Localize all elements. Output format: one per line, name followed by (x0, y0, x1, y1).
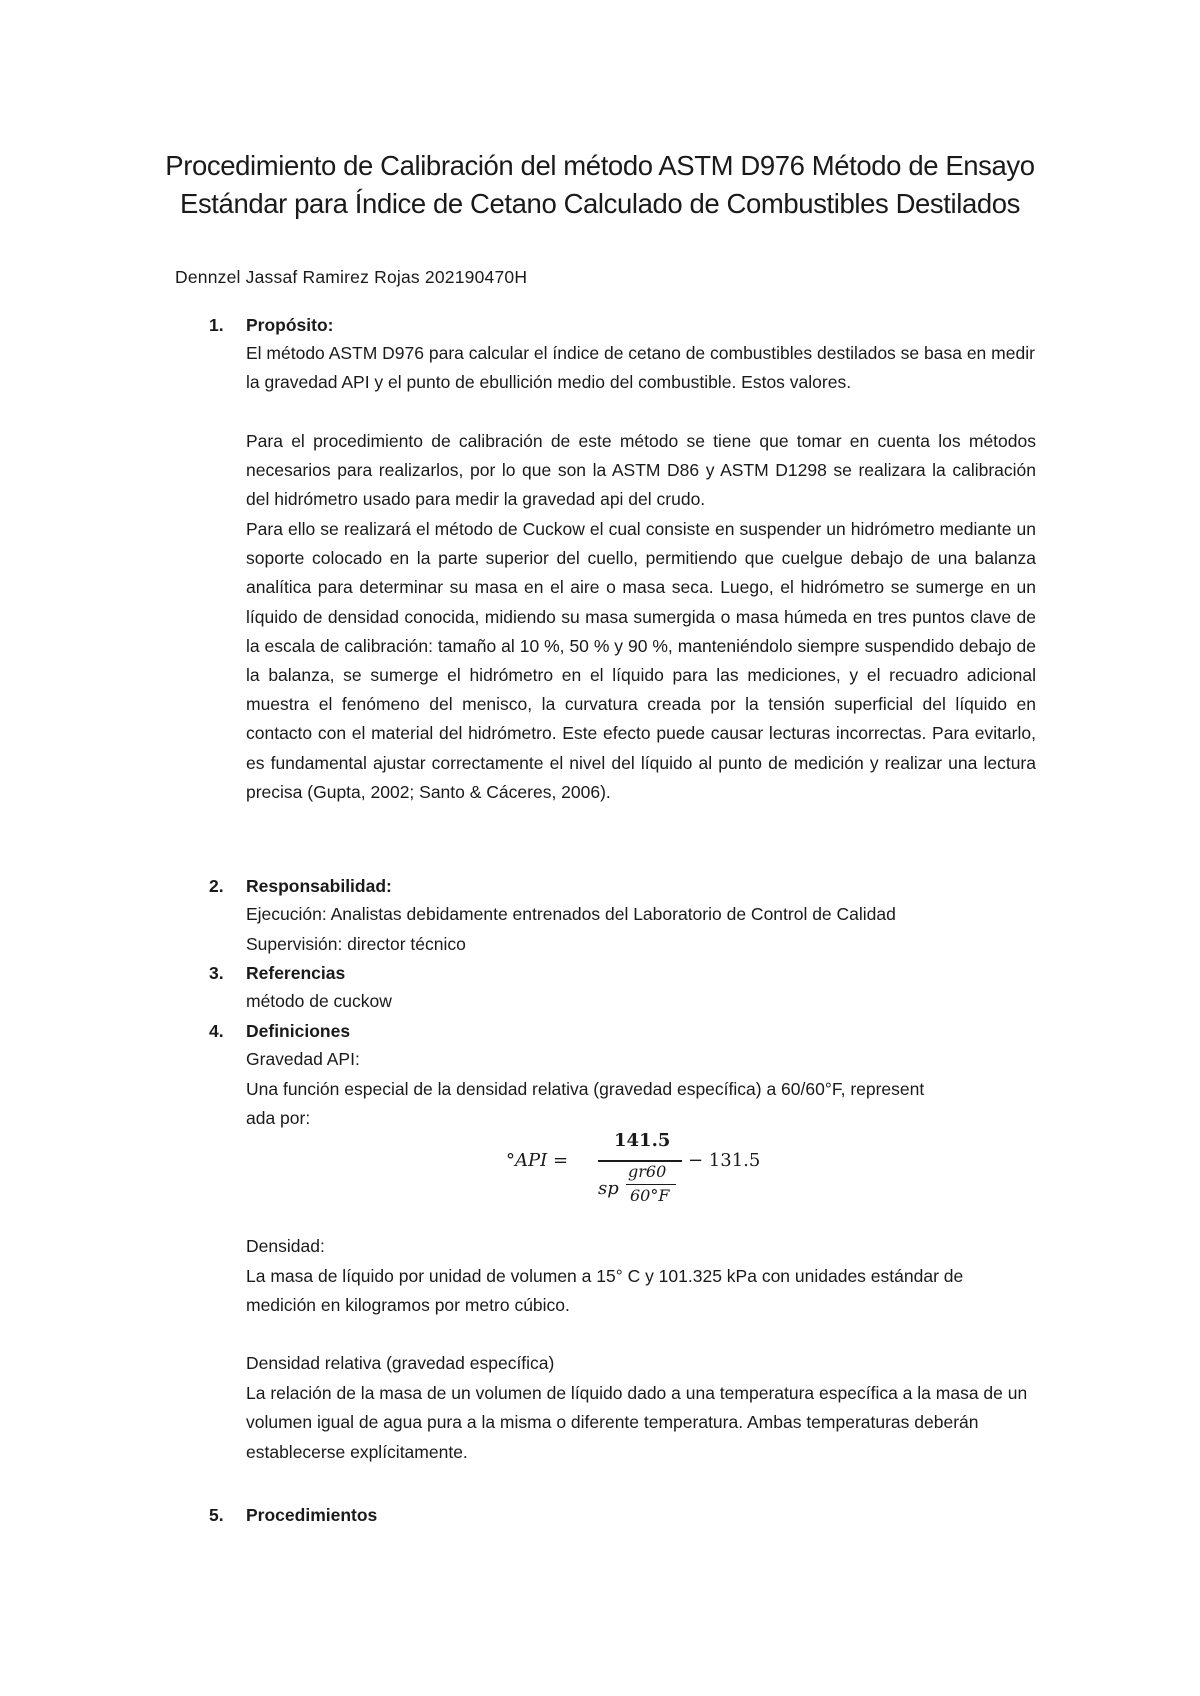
section-title: Referencias (246, 963, 346, 983)
referencias-block (246, 987, 1036, 1017)
definition-term: Gravedad API: (246, 1049, 360, 1069)
section-title: Propósito: (246, 315, 334, 335)
section-number: 5. (209, 1505, 224, 1525)
definition-text: Una función especial de la densidad relativa (gravedad específica) a 60/60°F, represent (246, 1078, 925, 1099)
definicion-densidad (246, 1232, 1036, 1321)
definicion-api (246, 1045, 1036, 1134)
definicion-relativa (246, 1349, 1036, 1467)
formula-rhs: − 131.5 (688, 1150, 761, 1171)
formula-den-top: gr60 (628, 1162, 667, 1181)
paragraph: Para ello se realizará el método de Cuckow el cual consiste en suspender un hidrómetro mediante un soporte colocado en la parte superior del cuello, permitiendo que cuelgue debajo de una balanza analítica para determinar su masa en el aire o masa seca. Luego, el hidrómetro se sumerge en un líquido de densidad conocida, midiendo su masa sumergida o masa húmeda en tres puntos clave de la escala de calibración: tamaño al 10 %, 50 % y 90 %, manteniéndolo siempre suspendido debajo de la balanza, se sumerge el hidrómetro en el líquido para las mediciones, y el recuadro adicional muestra el fenómeno del menisco, la curvatura creada por la tensión superficial del líquido en contacto con el material del hidrómetro. Este efecto puede causar lecturas incorrectas. Para evitarlo, es fundamental ajustar correctamente el nivel del líquido al punto de medición y realizar una lectura precisa (Gupta, 2002; Santo & Cáceres, 2006). (246, 519, 1036, 802)
section-heading-2 (209, 873, 392, 899)
paragraph: Para el procedimiento de calibración de este método se tiene que tomar en cuenta los métodos necesarios para realizarlos, por lo que son la ASTM D86 y ASTM D1298 se realizara la calibración del hidrómetro usado para medir la gravedad api del crudo. (246, 431, 1036, 510)
formula-lhs: °API = (506, 1150, 569, 1171)
section-heading-1 (209, 312, 334, 338)
section-number: 3. (209, 963, 224, 983)
formula-numerator: 141.5 (614, 1130, 671, 1151)
definition-text: ada por: (246, 1108, 311, 1128)
section-number: 2. (209, 876, 224, 896)
definition-term: Densidad relativa (gravedad específica) (246, 1353, 555, 1373)
supervision-line: Supervisión: director técnico (246, 933, 466, 954)
proposito-p2 (246, 427, 1036, 515)
section-heading-5 (209, 1502, 377, 1528)
author-line: Dennzel Jassaf Ramirez Rojas 202190470H (175, 267, 528, 287)
formula-den-prefix: sp (598, 1178, 619, 1199)
api-formula (506, 1122, 806, 1212)
definition-text: La masa de líquido por unidad de volumen a 15° C y 101.325 kPa con unidades estándar de medición en kilogramos por metro cúbico. (246, 1265, 964, 1315)
definition-text: La relación de la masa de un volumen de líquido dado a una temperatura específica a la masa de un volumen igual de agua pura a la misma o diferente temperatura. Ambas temperaturas deberán establecerse explícitamente. (246, 1382, 1028, 1462)
inner-fraction-bar (626, 1184, 676, 1185)
document-title: Procedimiento de Calibración del método ASTM D976 Método de Ensayo Estándar para Índice de Cetano Calculado de Combustibles Destilados (165, 150, 1035, 219)
definition-term: Densidad: (246, 1236, 325, 1256)
section-number: 4. (209, 1021, 224, 1041)
section-title: Definiciones (246, 1021, 351, 1041)
section-heading-4 (209, 1018, 350, 1044)
paragraph: El método ASTM D976 para calcular el índice de cetano de combustibles destilados se basa en medir la gravedad API y el punto de ebullición medio del combustible. Estos valores. (246, 343, 1035, 393)
section-title: Responsabilidad: (246, 876, 392, 896)
ejecucion-line: Ejecución: Analistas debidamente entrenados del Laboratorio de Control de Calidad (246, 904, 896, 924)
section-number: 1. (209, 315, 224, 335)
proposito-p1 (246, 339, 1036, 397)
proposito-p3 (246, 515, 1036, 807)
referencia-item: método de cuckow (246, 991, 392, 1011)
formula-den-bottom: 60°F (630, 1186, 670, 1205)
section-heading-3 (209, 960, 345, 986)
section-title: Procedimientos (246, 1505, 378, 1525)
responsabilidad-block (246, 900, 1036, 959)
